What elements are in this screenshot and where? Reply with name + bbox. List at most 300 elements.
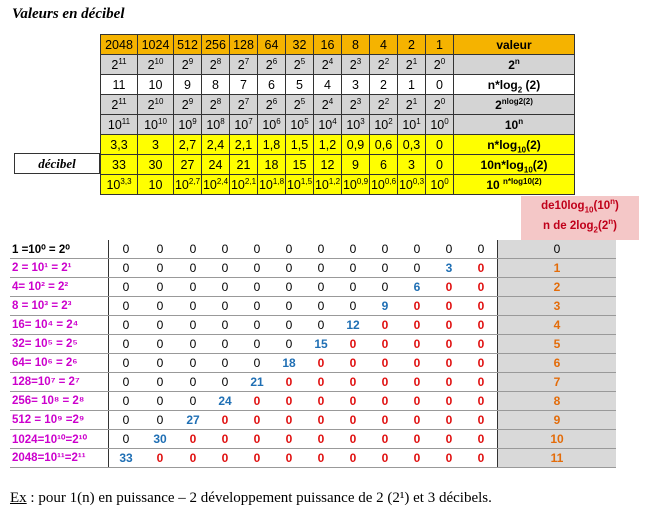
grid-cell: 0	[369, 373, 401, 392]
grid-cell: 0	[305, 316, 337, 335]
grid-cell: 0	[401, 297, 433, 316]
grid-result: 10	[498, 430, 617, 449]
cell-exp: 7	[248, 116, 253, 126]
grid-result: 1	[498, 259, 617, 278]
grid-cell: 0	[241, 278, 273, 297]
cell-exp: 4	[332, 116, 337, 126]
grid-cell: 0	[209, 373, 241, 392]
label-text: 10n*log	[480, 157, 524, 172]
grid-row	[10, 240, 616, 259]
grid-cell: 0	[401, 354, 433, 373]
cell: 9	[342, 155, 370, 175]
cell: 3,3	[101, 135, 138, 155]
grid-cell: 0	[465, 335, 498, 354]
grid-cell: 0	[209, 316, 241, 335]
cell-exp: 2	[384, 96, 390, 106]
cell-exp: 6	[276, 116, 281, 126]
cell-exp: 11	[118, 96, 127, 106]
cell: 2	[370, 75, 398, 95]
grid-cell: 0	[109, 240, 144, 259]
cell-exp: 5	[304, 116, 309, 126]
grid-row	[10, 278, 616, 297]
cell-base: 10	[290, 117, 305, 132]
grid-cell: 0	[337, 259, 369, 278]
grid-cell: 0	[465, 259, 498, 278]
label-sup: n*log10(2)	[503, 176, 542, 186]
grid-cell: 0	[369, 259, 401, 278]
cell	[314, 95, 342, 115]
cell-exp: 0	[444, 176, 449, 186]
cell	[258, 95, 286, 115]
grid-cell: 0	[109, 373, 144, 392]
grid-cell: 0	[401, 240, 433, 259]
grid-cell: 0	[465, 373, 498, 392]
cell	[426, 115, 454, 135]
cell: 0	[426, 135, 454, 155]
grid-cell: 0	[109, 278, 144, 297]
label-sup: nlog2(2)	[501, 96, 533, 106]
cell-base: 10	[230, 177, 245, 192]
cell-base: 2	[293, 57, 301, 72]
grid-row	[10, 316, 616, 335]
grid-cell: 0	[209, 430, 241, 449]
grid-cell: 0	[109, 316, 144, 335]
grid-cell: 0	[143, 449, 177, 468]
cell: 0,3	[398, 135, 426, 155]
cell-exp: 1,5	[300, 176, 313, 186]
cell: 2,4	[202, 135, 230, 155]
grid-cell: 0	[369, 354, 401, 373]
cell-exp: 8	[216, 56, 222, 66]
result-header-line2: n de $2\log_2(2^n)$	[543, 217, 617, 235]
grid-result: 0	[498, 240, 617, 259]
grid-row-label: 8 = 10³ = 2³	[10, 297, 109, 316]
cell: 3	[398, 155, 426, 175]
cell-exp: 0,3	[412, 176, 425, 186]
cell: 10	[138, 75, 174, 95]
cell	[138, 115, 174, 135]
grid-cell: 0	[465, 316, 498, 335]
grid-row	[10, 259, 616, 278]
cell-exp: 10	[158, 116, 167, 126]
grid-cell: 0	[337, 373, 369, 392]
grid-result: 9	[498, 411, 617, 430]
label-text: n*log	[487, 77, 518, 92]
grid-result: 5	[498, 335, 617, 354]
grid-cell: 0	[433, 430, 465, 449]
grid-cell: 0	[433, 316, 465, 335]
grid-result: 6	[498, 354, 617, 373]
grid-row-label: 512 = 10⁹ =2⁹	[10, 411, 109, 430]
grid-cell: 0	[109, 335, 144, 354]
cell: 12	[314, 155, 342, 175]
grid-cell: 0	[209, 240, 241, 259]
grid-result: 8	[498, 392, 617, 411]
cell-base: 10	[106, 177, 121, 192]
row-pow2b-row	[101, 95, 575, 115]
grid-cell: 0	[465, 411, 498, 430]
grid-cell: 0	[305, 411, 337, 430]
cell	[370, 175, 398, 195]
cell-exp: 2,7	[188, 176, 201, 186]
row-label	[454, 35, 575, 55]
cell: 256	[202, 35, 230, 55]
grid-cell: 0	[209, 411, 241, 430]
row-pow2-row	[101, 55, 575, 75]
grid-result: 4	[498, 316, 617, 335]
cell-exp: 9	[192, 116, 197, 126]
cell: 1,2	[314, 135, 342, 155]
grid-cell: 0	[369, 278, 401, 297]
cell-base: 2	[377, 97, 385, 112]
grid-cell: 0	[337, 354, 369, 373]
label-sub: 10	[517, 144, 527, 154]
grid-cell: 0	[401, 449, 433, 468]
grid-row-label: 2 = 10¹ = 2¹	[10, 259, 109, 278]
conversion-table	[100, 34, 575, 195]
cell	[174, 95, 202, 115]
result-header-line1: $de10\log_{10}(10^n)$	[541, 197, 619, 215]
cell-base: 10	[402, 117, 417, 132]
grid-cell: 0	[209, 278, 241, 297]
grid-cell: 0	[143, 259, 177, 278]
cell-exp: 2,4	[216, 176, 229, 186]
cell-exp: 4	[328, 96, 334, 106]
grid-cell: 0	[177, 449, 209, 468]
cell-exp: 7	[244, 56, 250, 66]
grid-cell: 24	[209, 392, 241, 411]
grid-cell: 0	[241, 335, 273, 354]
grid-cell: 0	[305, 392, 337, 411]
grid-cell: 0	[143, 392, 177, 411]
result-column-header	[521, 196, 639, 240]
cell	[138, 55, 174, 75]
grid-cell: 0	[209, 259, 241, 278]
grid-cell: 0	[143, 411, 177, 430]
cell: 3	[342, 75, 370, 95]
grid-cell: 0	[305, 449, 337, 468]
grid-row	[10, 449, 616, 468]
grid-cell: 0	[337, 297, 369, 316]
grid-cell: 0	[337, 240, 369, 259]
label-text: n*log	[487, 137, 518, 152]
grid-cell: 0	[109, 354, 144, 373]
label-tail: (2)	[526, 137, 541, 152]
cell	[398, 115, 426, 135]
grid-cell: 0	[143, 354, 177, 373]
cell-exp: 3	[356, 96, 362, 106]
cell-exp: 1	[416, 116, 421, 126]
grid-cell: 0	[369, 240, 401, 259]
cell	[174, 175, 202, 195]
cell-exp: 1	[412, 56, 418, 66]
grid-row	[10, 411, 616, 430]
label-tail: (2)	[522, 77, 541, 92]
cell-exp: 10	[154, 96, 164, 106]
cell-exp: 5	[300, 56, 306, 66]
cell-base: 2	[405, 57, 413, 72]
cell-base: 10	[342, 177, 357, 192]
grid-row	[10, 335, 616, 354]
grid-cell: 0	[433, 354, 465, 373]
cell	[202, 55, 230, 75]
cell-base: 10	[398, 177, 413, 192]
grid-cell: 6	[401, 278, 433, 297]
grid-cell: 0	[433, 411, 465, 430]
cell: 0,6	[370, 135, 398, 155]
cell	[370, 55, 398, 75]
grid-result: 3	[498, 297, 617, 316]
grid-cell: 0	[369, 449, 401, 468]
cell: 9	[174, 75, 202, 95]
cell-base: 10	[206, 117, 221, 132]
grid-cell: 0	[143, 373, 177, 392]
cell	[101, 115, 138, 135]
grid-cell: 0	[177, 392, 209, 411]
cell-exp: 0	[440, 96, 446, 106]
cell-exp: 0,9	[356, 176, 369, 186]
cell-exp: 11	[121, 116, 131, 126]
cell	[258, 115, 286, 135]
grid-cell: 0	[241, 430, 273, 449]
row-pow10-row	[101, 115, 575, 135]
cell: 8	[342, 35, 370, 55]
cell	[230, 115, 258, 135]
label-tail: (2)	[532, 157, 548, 172]
row-nlog2-row	[101, 75, 575, 95]
cell	[342, 55, 370, 75]
cell-base: 2	[111, 97, 119, 112]
cell: 1,5	[286, 135, 314, 155]
grid-cell: 9	[369, 297, 401, 316]
grid-cell: 0	[273, 449, 305, 468]
grid-cell: 0	[273, 411, 305, 430]
grid-cell: 0	[273, 259, 305, 278]
example-note: Ex : pour 1(n) en puissance – 2 développement puissance de 2 (2¹) et 3 décibels.	[10, 490, 492, 506]
cell-base: 10	[374, 117, 389, 132]
cell	[370, 95, 398, 115]
cell-base: 10	[148, 177, 163, 192]
grid-row-label: 4= 10² = 2²	[10, 278, 109, 297]
cell-base: 2	[265, 57, 273, 72]
cell	[398, 55, 426, 75]
grid-cell: 0	[241, 354, 273, 373]
cell: 2,7	[174, 135, 202, 155]
grid-cell: 0	[465, 449, 498, 468]
grid-cell: 15	[305, 335, 337, 354]
cell: 4	[314, 75, 342, 95]
cell: 32	[286, 35, 314, 55]
cell-base: 10	[346, 117, 361, 132]
cell-base: 10	[430, 177, 445, 192]
grid-cell: 0	[109, 392, 144, 411]
cell-base: 2	[265, 97, 273, 112]
grid-result: 7	[498, 373, 617, 392]
grid-cell: 0	[433, 449, 465, 468]
grid-cell: 0	[177, 373, 209, 392]
cell-base: 10	[314, 177, 329, 192]
cell-base: 10	[107, 117, 122, 132]
grid-cell: 0	[465, 354, 498, 373]
cell-exp: 1,8	[272, 176, 285, 186]
grid-cell: 0	[337, 430, 369, 449]
grid-cell: 0	[433, 335, 465, 354]
grid-cell: 0	[177, 354, 209, 373]
grid-cell: 0	[177, 278, 209, 297]
cell-base: 10	[430, 117, 445, 132]
grid-cell: 0	[143, 316, 177, 335]
cell-exp: 4	[328, 56, 334, 66]
cell-exp: 1,2	[328, 176, 341, 186]
cell	[258, 175, 286, 195]
grid-cell: 0	[209, 354, 241, 373]
cell-base: 2	[321, 97, 329, 112]
cell: 30	[138, 155, 174, 175]
cell-base: 10	[174, 177, 189, 192]
grid-cell: 0	[241, 411, 273, 430]
grid-cell: 0	[465, 278, 498, 297]
cell: 0	[426, 75, 454, 95]
cell-exp: 5	[300, 96, 306, 106]
cell-base: 2	[377, 57, 385, 72]
row-label	[454, 55, 575, 75]
cell	[138, 95, 174, 115]
grid-cell: 0	[177, 259, 209, 278]
cell-exp: 8	[216, 96, 222, 106]
cell	[101, 175, 138, 195]
grid-row	[10, 392, 616, 411]
cell	[342, 115, 370, 135]
label-text: 2	[495, 97, 502, 112]
cell: 1	[398, 75, 426, 95]
cell: 33	[101, 155, 138, 175]
cell-base: 2	[237, 57, 245, 72]
cell: 11	[101, 75, 138, 95]
grid-cell: 0	[241, 316, 273, 335]
grid-cell: 12	[337, 316, 369, 335]
cell-base: 2	[209, 57, 217, 72]
cell	[426, 175, 454, 195]
cell: 3	[138, 135, 174, 155]
label-sup: n	[514, 56, 520, 66]
cell-base: 2	[147, 57, 155, 72]
cell	[258, 55, 286, 75]
grid-cell: 27	[177, 411, 209, 430]
grid-cell: 0	[241, 240, 273, 259]
grid-cell: 0	[433, 240, 465, 259]
cell-exp: 2	[384, 56, 390, 66]
grid-cell: 0	[305, 354, 337, 373]
cell	[286, 95, 314, 115]
grid-cell: 0	[369, 430, 401, 449]
grid-cell: 0	[305, 278, 337, 297]
grid-row-label: 2048=10¹¹=2¹¹	[10, 449, 109, 468]
cell-exp: 7	[244, 96, 250, 106]
grid-cell: 0	[241, 259, 273, 278]
cell-base: 10	[262, 117, 277, 132]
cell: 0	[426, 155, 454, 175]
grid-cell: 0	[369, 316, 401, 335]
grid-cell: 0	[305, 259, 337, 278]
grid-cell: 0	[241, 297, 273, 316]
row-pow10db-row	[101, 175, 575, 195]
cell	[342, 95, 370, 115]
grid-cell: 0	[109, 411, 144, 430]
grid-cell: 0	[401, 373, 433, 392]
grid-cell: 0	[433, 392, 465, 411]
grid-cell: 3	[433, 259, 465, 278]
grid-cell: 0	[305, 297, 337, 316]
cell	[342, 175, 370, 195]
cell: 16	[314, 35, 342, 55]
grid-cell: 18	[273, 354, 305, 373]
cell-base: 2	[405, 97, 413, 112]
grid-cell: 0	[337, 411, 369, 430]
grid-row	[10, 354, 616, 373]
cell: 2	[398, 35, 426, 55]
cell	[101, 95, 138, 115]
grid-cell: 0	[401, 392, 433, 411]
grid-cell: 0	[273, 297, 305, 316]
cell: 0,9	[342, 135, 370, 155]
cell-exp: 3	[356, 56, 362, 66]
grid-cell: 0	[273, 373, 305, 392]
cell: 6	[258, 75, 286, 95]
cell: 5	[286, 75, 314, 95]
cell: 64	[258, 35, 286, 55]
cell-base: 10	[318, 117, 333, 132]
cell: 8	[202, 75, 230, 95]
cell-base: 10	[144, 117, 158, 132]
cell-base: 10	[234, 117, 249, 132]
label-text: 10	[504, 117, 519, 132]
grid-cell: 0	[209, 335, 241, 354]
cell	[398, 95, 426, 115]
row-label	[454, 135, 575, 155]
grid-cell: 0	[401, 259, 433, 278]
grid-cell: 0	[401, 335, 433, 354]
cell: 1	[426, 35, 454, 55]
cell	[286, 115, 314, 135]
grid-result: 11	[498, 449, 617, 468]
grid-cell: 0	[337, 449, 369, 468]
grid-row-label: 16= 10⁴ = 2⁴	[10, 316, 109, 335]
cell-base: 10	[178, 117, 193, 132]
cell	[398, 175, 426, 195]
grid-cell: 0	[273, 316, 305, 335]
cell-base: 2	[321, 57, 329, 72]
cell	[314, 115, 342, 135]
grid-cell: 0	[209, 449, 241, 468]
cell-base: 2	[433, 57, 441, 72]
label-text: valeur	[496, 37, 532, 52]
cell-base: 10	[286, 177, 301, 192]
cell-base: 2	[293, 97, 301, 112]
grid-cell: 0	[143, 240, 177, 259]
cell-exp: 0	[444, 116, 449, 126]
grid-cell: 0	[465, 430, 498, 449]
cell-base: 2	[433, 97, 441, 112]
grid-cell: 0	[177, 335, 209, 354]
grid-cell: 0	[337, 392, 369, 411]
grid-cell: 0	[433, 278, 465, 297]
cell-exp: 2	[388, 116, 393, 126]
cell	[314, 175, 342, 195]
grid-cell: 0	[177, 297, 209, 316]
cell: 6	[370, 155, 398, 175]
cell	[370, 115, 398, 135]
grid-row-label: 64= 10⁶ = 2⁶	[10, 354, 109, 373]
